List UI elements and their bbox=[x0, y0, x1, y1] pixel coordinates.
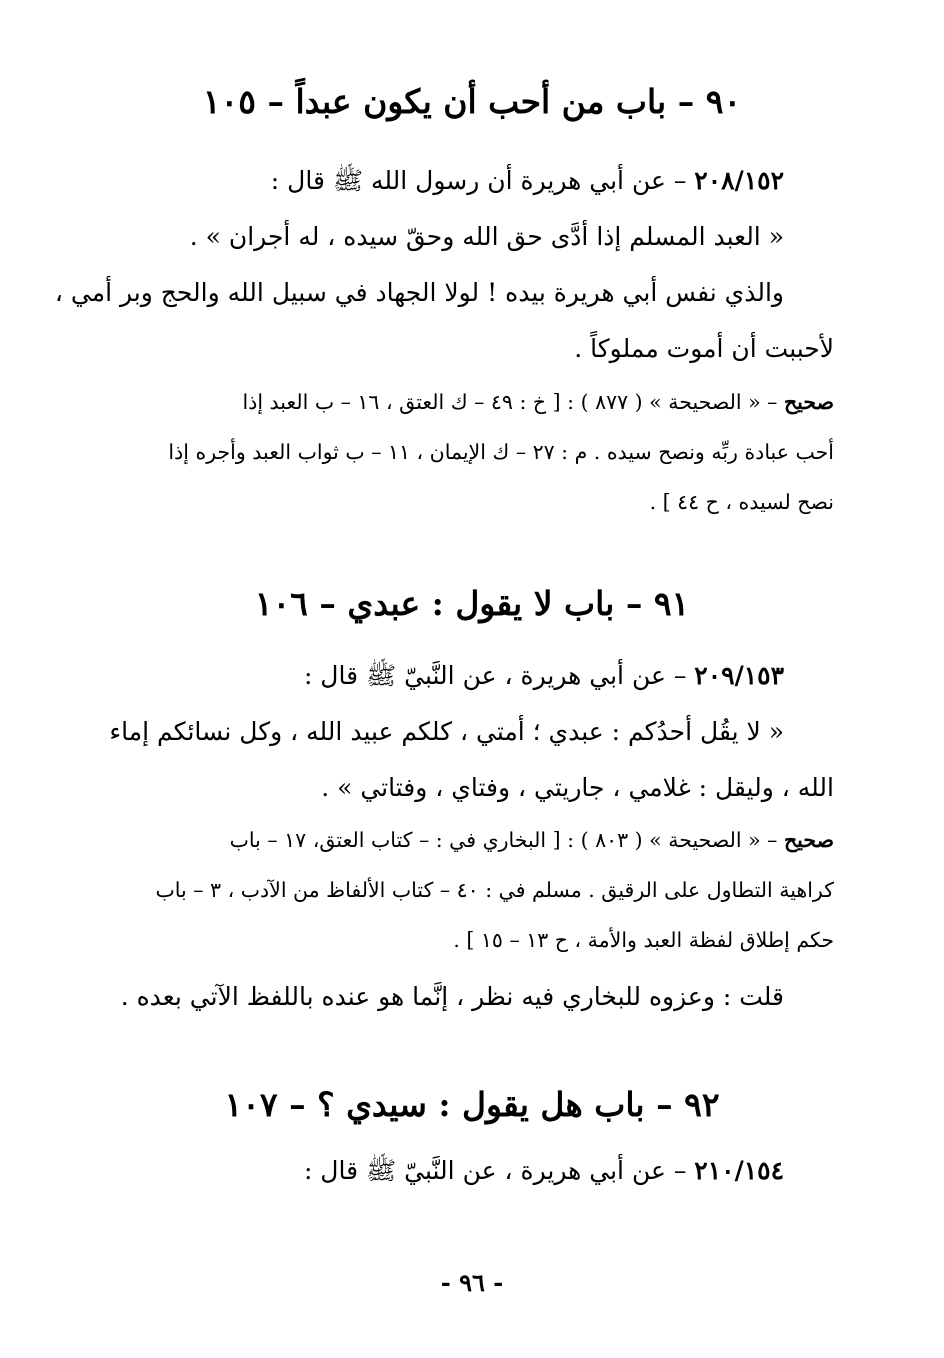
hadith-text-line: لأحببت أن أموت مملوكاً . bbox=[574, 334, 834, 363]
hadith-intro bbox=[0, 660, 784, 697]
hadith-intro-text: – عن أبي هريرة أن رسول الله ﷺ قال : bbox=[270, 166, 695, 195]
hadith-text-line: « لا يقُل أحدُكم : عبدي ؛ أمتي ، كلكم عبيد الله ، وكل نسائكم إماء bbox=[109, 717, 784, 746]
hadith-number: ٢١٠/١٥٤ bbox=[694, 1156, 784, 1185]
takhrij-text: – « الصحيحة » ( ٨٧٧ ) : [ خ : ٤٩ – ك العتق ، ١٦ – ب العبد إذا bbox=[242, 390, 784, 414]
hadith-text-line: والذي نفس أبي هريرة بيده ! لولا الجهاد في سبيل الله والحج وبر أمي ، bbox=[54, 278, 784, 307]
hadith-number: ٢٠٨/١٥٢ bbox=[694, 166, 784, 195]
hadith-text-line: « العبد المسلم إذا أدَّى حق الله وحقّ سيده ، له أجران » . bbox=[189, 222, 784, 251]
hadith-text-line: الله ، وليقل : غلامي ، جاريتي ، وفتاي ، وفتاتي » . bbox=[321, 773, 834, 802]
grade-label: صحيح bbox=[783, 828, 834, 852]
takhrij-line: كراهية التطاول على الرقيق . مسلم في : ٤٠ – كتاب الألفاظ من الآدب ، ٣ – باب bbox=[155, 878, 834, 902]
hadith-intro bbox=[0, 1155, 784, 1192]
takhrij-note bbox=[0, 828, 834, 852]
takhrij-line: حكم إطلاق لفظة العبد والأمة ، ح ١٣ – ١٥ ] . bbox=[453, 928, 834, 952]
section-heading: ٩٢ – باب هل يقول : سيدي ؟ – ١٠٧ bbox=[224, 1085, 720, 1124]
hadith-number: ٢٠٩/١٥٣ bbox=[694, 661, 784, 690]
takhrij-line: أحب عبادة ربِّه ونصح سيده . م : ٢٧ – ك الإيمان ، ١١ – ب ثواب العبد وأجره إذا bbox=[168, 440, 834, 464]
takhrij-line: نصح لسيده ، ح ٤٤ ] . bbox=[649, 490, 834, 514]
hadith-intro-text: – عن أبي هريرة ، عن النَّبيّ ﷺ قال : bbox=[303, 661, 695, 690]
section-heading: ٩١ – باب لا يقول : عبدي – ١٠٦ bbox=[254, 584, 690, 623]
author-comment: قلت : وعزوه للبخاري فيه نظر ، إنَّما هو عنده باللفظ الآتي بعده . bbox=[120, 982, 784, 1011]
grade-label: صحيح bbox=[783, 390, 834, 414]
takhrij-note bbox=[0, 390, 834, 414]
hadith-intro-text: – عن أبي هريرة ، عن النَّبيّ ﷺ قال : bbox=[303, 1156, 695, 1185]
takhrij-text: – « الصحيحة » ( ٨٠٣ ) : [ البخاري في : – كتاب العتق، ١٧ – باب bbox=[229, 828, 784, 852]
hadith-intro bbox=[0, 165, 784, 202]
page-number: - ٩٦ - bbox=[440, 1268, 504, 1297]
section-heading: ٩٠ – باب من أحب أن يكون عبداً – ١٠٥ bbox=[202, 82, 742, 121]
